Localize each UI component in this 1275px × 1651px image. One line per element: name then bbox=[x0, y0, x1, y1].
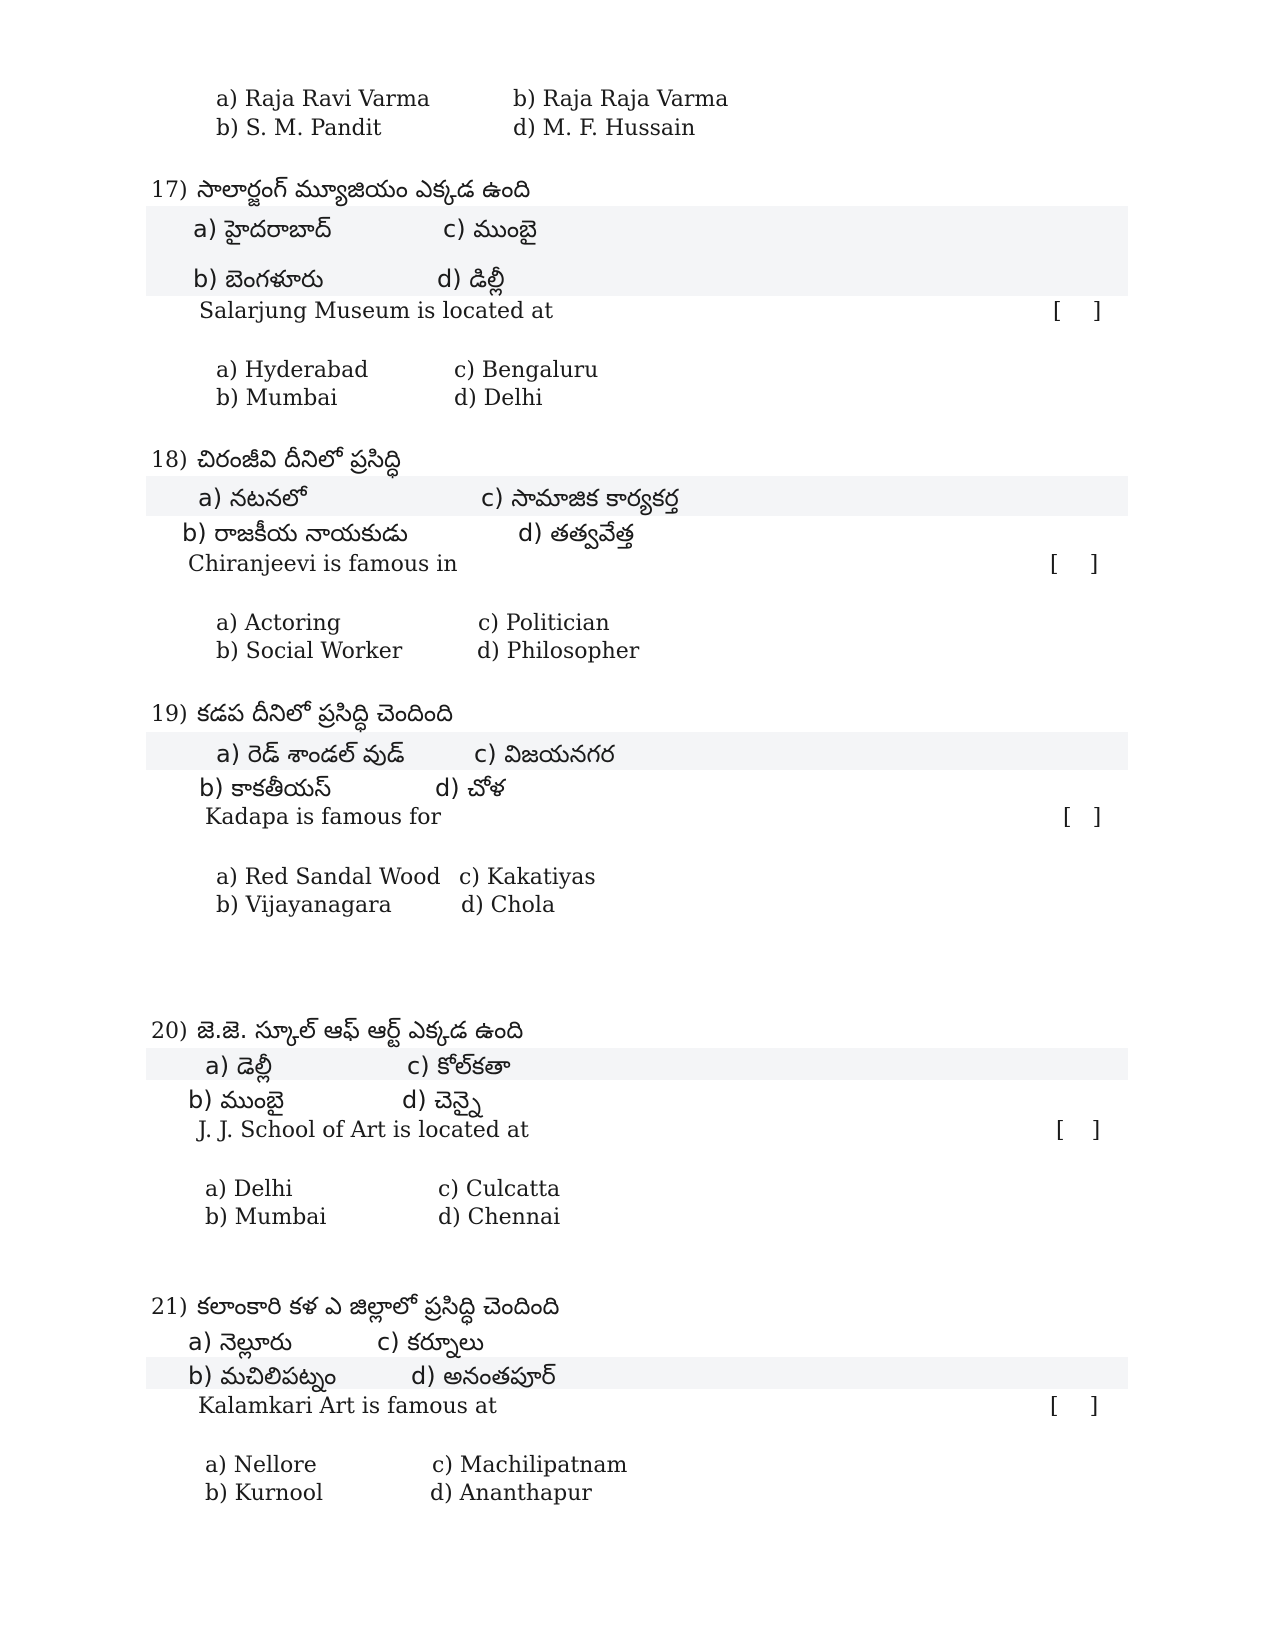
option-telugu-d: d) చోళ bbox=[435, 774, 505, 802]
question-number: 20) bbox=[151, 1019, 188, 1044]
answer-box[interactable]: [ ] bbox=[1050, 1394, 1099, 1419]
option-telugu-a: a) డెల్లీ bbox=[205, 1052, 273, 1080]
option-telugu-b: b) ముంబై bbox=[188, 1086, 285, 1114]
option-english-b: b) Social Worker bbox=[216, 639, 403, 664]
question-telugu: కలాంకారి కళ ఎ జిల్లాలో ప్రసిద్ధి చెందింది bbox=[197, 1292, 560, 1320]
option-telugu-a: a) నటనలో bbox=[198, 484, 307, 512]
answer-box[interactable]: [ ] bbox=[1050, 552, 1099, 577]
option-telugu-b: b) బెంగళూరు bbox=[193, 265, 324, 293]
question-telugu: జె.జె. స్కూల్ ఆఫ్ ఆర్ట్ ఎక్కడ ఉంది bbox=[197, 1016, 524, 1044]
option-english-c: c) Politician bbox=[478, 611, 610, 636]
option-english-c: c) Kakatiyas bbox=[459, 865, 596, 890]
question-number: 17) bbox=[151, 178, 188, 203]
option-telugu-a: a) నెల్లూరు bbox=[188, 1328, 293, 1356]
question-english: Salarjung Museum is located at bbox=[199, 299, 554, 324]
option-telugu-d: d) అనంతపూర్ bbox=[411, 1362, 556, 1390]
option-telugu-c: c) సామాజిక కార్యకర్త bbox=[481, 484, 679, 512]
option-telugu-c: c) ముంబై bbox=[443, 215, 538, 243]
option-english-c: c) Culcatta bbox=[438, 1177, 561, 1202]
option-english-a: a) Hyderabad bbox=[216, 358, 369, 383]
question-number: 21) bbox=[151, 1295, 188, 1320]
answer-box[interactable]: [ ] bbox=[1063, 805, 1102, 830]
option-english-d: d) Ananthapur bbox=[430, 1481, 592, 1506]
option-english-d: d) Delhi bbox=[454, 386, 543, 411]
option-telugu-b: b) మచిలిపట్నం bbox=[188, 1362, 337, 1390]
option-english-b: b) Kurnool bbox=[205, 1481, 323, 1506]
question-number: 18) bbox=[151, 448, 188, 473]
question-telugu: చిరంజీవి దీనిలో ప్రసిద్ధి bbox=[197, 445, 401, 473]
option-english-b: b) Vijayanagara bbox=[216, 893, 392, 918]
option-telugu-d: d) చెన్నై bbox=[402, 1086, 481, 1114]
question-english: Kalamkari Art is famous at bbox=[198, 1394, 497, 1419]
q16-option-b-second: b) S. M. Pandit bbox=[216, 116, 382, 141]
option-english-a: a) Nellore bbox=[205, 1453, 317, 1478]
answer-box[interactable]: [ ] bbox=[1053, 299, 1102, 324]
option-english-c: c) Machilipatnam bbox=[432, 1453, 628, 1478]
question-english: J. J. School of Art is located at bbox=[198, 1118, 529, 1143]
question-english: Kadapa is famous for bbox=[205, 805, 441, 830]
question-telugu: సాలార్జంగ్ మ్యూజియం ఎక్కడ ఉంది bbox=[197, 175, 531, 203]
shade-band bbox=[146, 1048, 1128, 1080]
option-english-b: b) Mumbai bbox=[205, 1205, 327, 1230]
option-english-a: a) Delhi bbox=[205, 1177, 293, 1202]
q16-option-d: d) M. F. Hussain bbox=[513, 116, 696, 141]
option-english-a: a) Red Sandal Wood bbox=[216, 865, 441, 890]
option-english-c: c) Bengaluru bbox=[454, 358, 599, 383]
answer-box[interactable]: [ ] bbox=[1056, 1118, 1101, 1143]
question-telugu: కడప దీనిలో ప్రసిద్ధి చెందింది bbox=[197, 699, 454, 727]
option-telugu-b: b) కాకతీయస్ bbox=[199, 774, 332, 802]
option-telugu-c: c) కర్నూలు bbox=[377, 1328, 485, 1356]
option-english-d: d) Chennai bbox=[438, 1205, 561, 1230]
q16-option-b: b) Raja Raja Varma bbox=[513, 87, 729, 112]
option-english-d: d) Philosopher bbox=[477, 639, 640, 664]
option-telugu-a: a) హైదరాబాద్ bbox=[193, 215, 332, 243]
q16-option-a: a) Raja Ravi Varma bbox=[216, 87, 430, 112]
option-telugu-d: d) డిల్లీ bbox=[437, 265, 505, 293]
option-telugu-c: c) కోల్‌కతా bbox=[407, 1052, 511, 1080]
option-english-d: d) Chola bbox=[461, 893, 556, 918]
question-number: 19) bbox=[151, 702, 188, 727]
option-english-b: b) Mumbai bbox=[216, 386, 338, 411]
option-telugu-a: a) రెడ్ శాండల్ వుడ్ bbox=[216, 740, 405, 768]
option-telugu-d: d) తత్వవేత్త bbox=[518, 519, 635, 547]
question-english: Chiranjeevi is famous in bbox=[188, 552, 458, 577]
option-telugu-b: b) రాజకీయ నాయకుడు bbox=[182, 519, 408, 547]
option-telugu-c: c) విజయనగర bbox=[474, 740, 615, 768]
option-english-a: a) Actoring bbox=[216, 611, 341, 636]
